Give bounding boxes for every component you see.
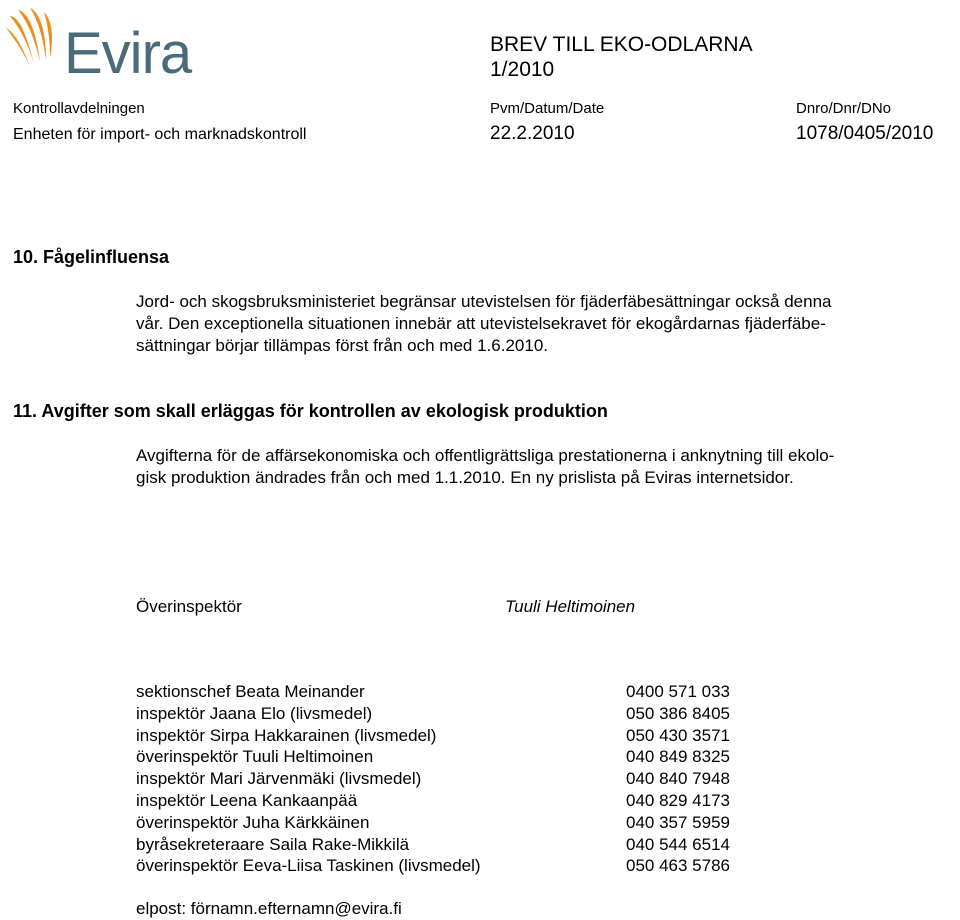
contact-phone: 0400 571 033: [626, 682, 730, 701]
list-item: [136, 834, 756, 856]
section-10-heading: 10. Fågelinfluensa: [13, 247, 170, 267]
body-line: sättningar börjar tillämpas först från och med 1.6.2010.: [136, 336, 548, 355]
contact-name: byråsekreteraare Saila Rake-Mikkilä: [136, 834, 410, 854]
section-10-body: [136, 291, 922, 357]
list-item: [136, 725, 756, 747]
doc-title: BREV TILL EKO-ODLARNA: [490, 33, 753, 56]
department: Kontrollavdelningen: [13, 100, 145, 117]
brand-name: Evira: [64, 21, 192, 86]
date-value: 22.2.2010: [490, 123, 575, 144]
contact-name: överinspektör Eeva-Liisa Taskinen (livsmedel): [136, 856, 481, 876]
email-line: elpost: förnamn.efternamn@evira.fi: [136, 899, 402, 918]
contact-name: sektionschef Beata Meinander: [136, 682, 365, 701]
doc-number: 1/2010: [490, 58, 555, 81]
list-item: [136, 855, 756, 877]
contact-name: inspektör Leena Kankaanpää: [136, 790, 358, 810]
body-line: vår. Den exceptionella situationen innebär att utevistelsekravet för ekogårdarnas fjäderfäbe-: [136, 314, 826, 333]
contact-phone: 040 849 8325: [626, 747, 730, 767]
contact-name: inspektör Sirpa Hakkarainen (livsmedel): [136, 725, 437, 745]
signature-name: Tuuli Heltimoinen: [505, 597, 636, 616]
contact-phone: 040 357 5959: [626, 812, 730, 832]
list-item: [136, 790, 756, 812]
signature-title: Överinspektör: [136, 597, 242, 616]
evira-flame-icon: [4, 6, 66, 78]
contact-phone: 050 430 3571: [626, 725, 730, 745]
ref-label: Dnro/Dnr/DNo: [796, 100, 892, 117]
body-line: Jord- och skogsbruksministeriet begränsar utevistelsen för fjäderfäbesättningar också denna: [136, 292, 832, 311]
contact-name: överinspektör Tuuli Heltimoinen: [136, 747, 374, 767]
contact-name: inspektör Mari Järvenmäki (livsmedel): [136, 769, 422, 789]
section-11-heading: 11. Avgifter som skall erläggas för kontrollen av ekologisk produktion: [13, 401, 608, 421]
body-line: Avgifterna för de affärsekonomiska och offentligrättsliga prestationerna i anknytning till ekolo-: [136, 446, 835, 465]
contact-phone: 040 544 6514: [626, 834, 730, 854]
contact-list: [136, 681, 756, 877]
contact-phone: 040 840 7948: [626, 769, 730, 789]
contact-phone: 050 386 8405: [626, 703, 730, 723]
unit: Enheten för import- och marknadskontroll: [13, 126, 307, 143]
section-heading: [13, 246, 169, 268]
contact-phone: 050 463 5786: [626, 856, 730, 876]
date-label: Pvm/Datum/Date: [490, 100, 605, 117]
evira-logo: [4, 6, 234, 86]
body-line: gisk produktion ändrades från och med 1.1.2010. En ny prislista på Eviras internetsidor.: [136, 468, 794, 487]
contact-name: överinspektör Juha Kärkkäinen: [136, 812, 370, 832]
contact-phone: 040 829 4173: [626, 790, 730, 810]
ref-value: 1078/0405/2010: [796, 123, 934, 144]
contact-name: inspektör Jaana Elo (livsmedel): [136, 703, 373, 723]
list-item: [136, 812, 756, 834]
section-heading: [13, 400, 608, 422]
list-item: [136, 746, 756, 768]
list-item: [136, 703, 756, 725]
list-item: [136, 768, 756, 790]
list-item: [136, 681, 756, 703]
section-11-body: [136, 445, 922, 489]
